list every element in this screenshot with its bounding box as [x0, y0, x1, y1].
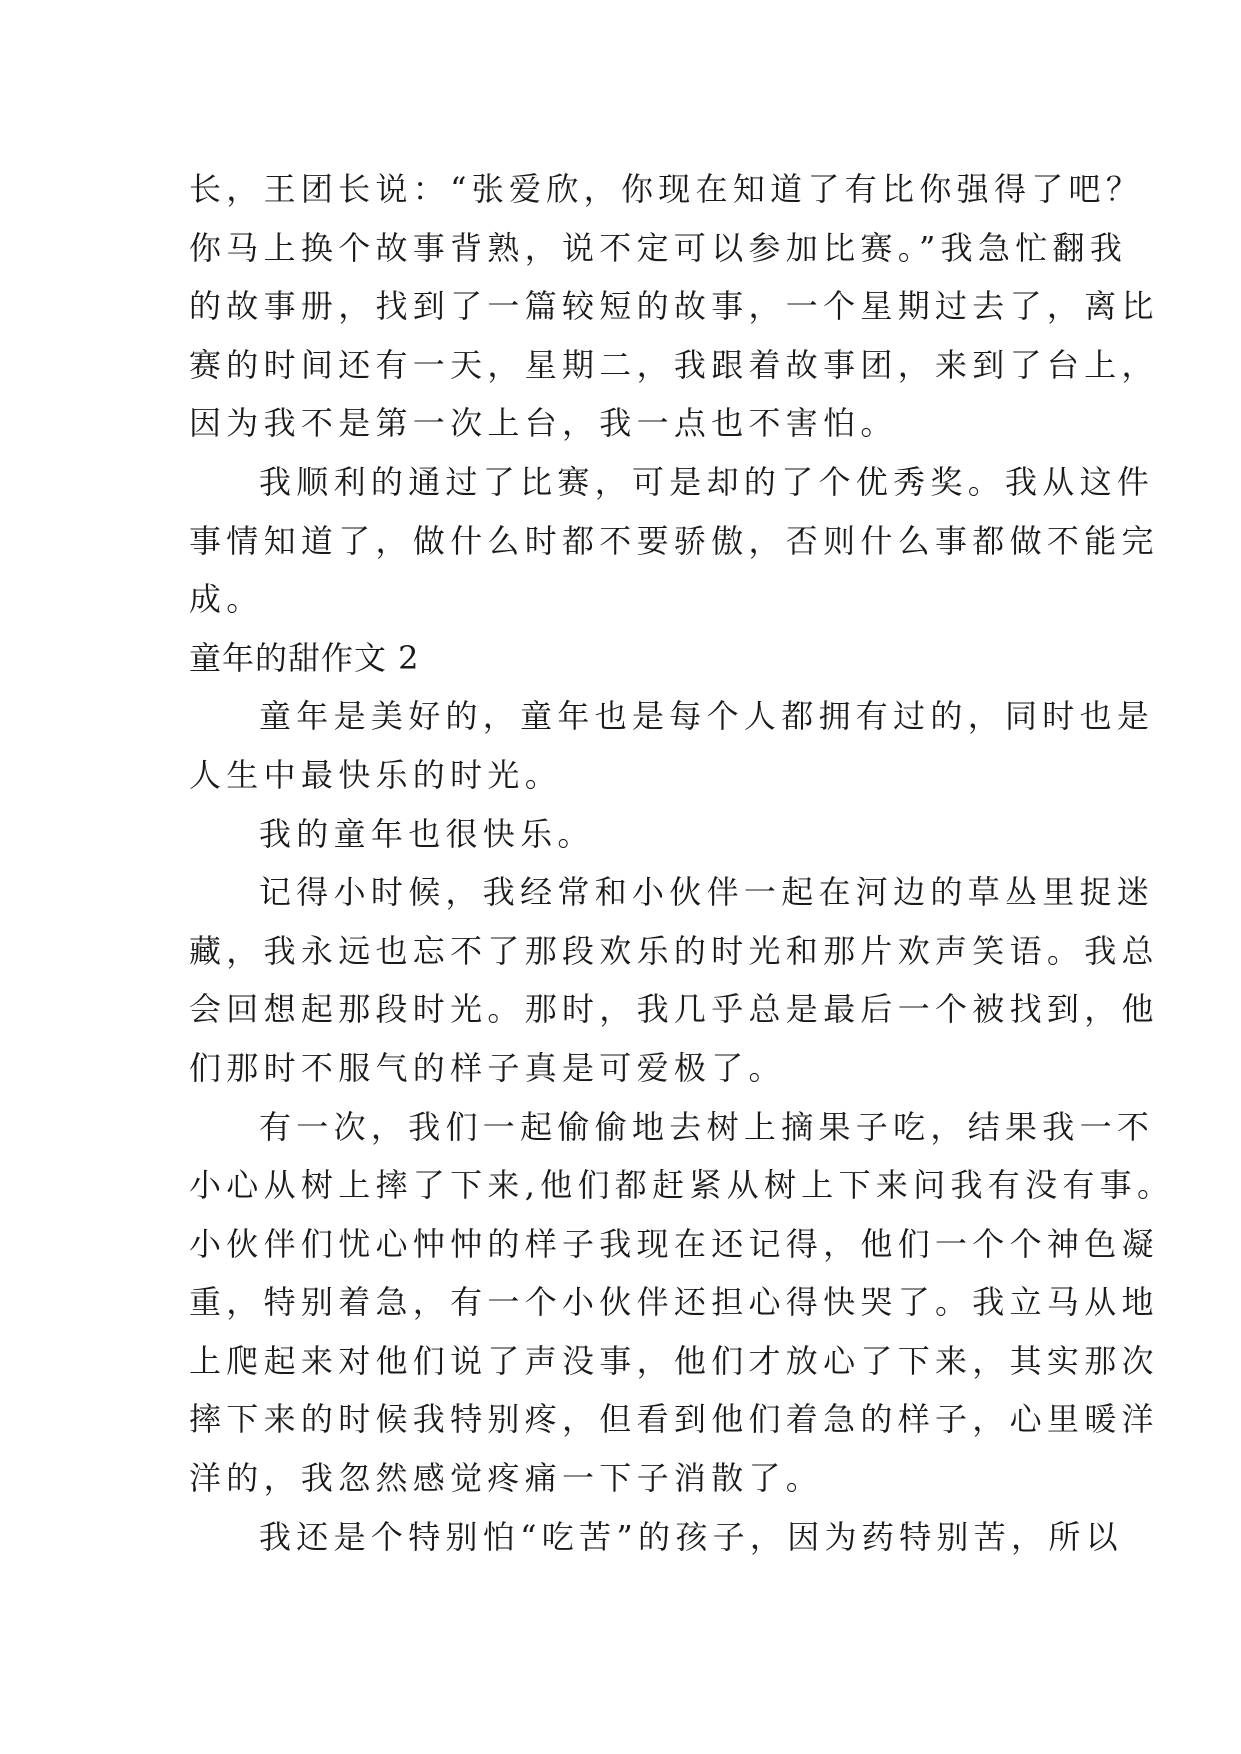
text-line-19: 小伙伴们忧心忡忡的样子我现在还记得，他们一个个神色凝 [189, 1224, 1159, 1263]
text-line-18: 小心从树上摔了下来,他们都赶紧从树上下来问我有没有事。 [189, 1166, 1175, 1205]
text-line-7: 事情知道了，做什么时都不要骄傲，否则什么事都做不能完 [189, 521, 1159, 560]
document-page [189, 160, 1175, 1566]
text-line-15: 会回想起那段时光。那时，我几乎总是最后一个被找到，他 [189, 990, 1159, 1029]
section-heading: 童年的甜作文 2 [189, 638, 420, 677]
text-line-5: 因为我不是第一次上台，我一点也不害怕。 [189, 404, 898, 443]
text-line-10: 童年是美好的，童年也是每个人都拥有过的，同时也是 [259, 697, 1155, 736]
text-line-6: 我顺利的通过了比赛，可是却的了个优秀奖。我从这件 [259, 462, 1155, 501]
text-line-13: 记得小时候，我经常和小伙伴一起在河边的草丛里捉迷 [259, 873, 1155, 912]
text-line-20: 重，特别着急，有一个小伙伴还担心得快哭了。我立马从地 [189, 1283, 1159, 1322]
text-line-23: 洋的，我忽然感觉疼痛一下子消散了。 [189, 1459, 824, 1498]
text-line-2: 你马上换个故事背熟，说不定可以参加比赛。”我急忙翻我 [189, 228, 1128, 267]
text-line-3: 的故事册，找到了一篇较短的故事，一个星期过去了，离比 [189, 287, 1159, 326]
text-line-11: 人生中最快乐的时光。 [189, 755, 563, 794]
text-line-21: 上爬起来对他们说了声没事，他们才放心了下来，其实那次 [189, 1341, 1159, 1380]
text-line-4: 赛的时间还有一天，星期二，我跟着故事团，来到了台上， [189, 345, 1159, 384]
text-line-24: 我还是个特别怕“吃苦”的孩子，因为药特别苦，所以 [259, 1517, 1123, 1556]
text-line-8: 成。 [189, 580, 264, 619]
text-line-1: 长，王团长说：“张爱欣，你现在知道了有比你强得了吧？ [189, 170, 1144, 208]
text-line-17: 有一次，我们一起偷偷地去树上摘果子吃，结果我一不 [259, 1107, 1155, 1146]
text-line-16: 们那时不服气的样子真是可爱极了。 [189, 1048, 786, 1087]
text-line-12: 我的童年也很快乐。 [259, 814, 595, 853]
text-line-22: 摔下来的时候我特别疼，但看到他们着急的样子，心里暖洋 [189, 1400, 1159, 1439]
text-line-14: 藏，我永远也忘不了那段欢乐的时光和那片欢声笑语。我总 [189, 931, 1159, 970]
